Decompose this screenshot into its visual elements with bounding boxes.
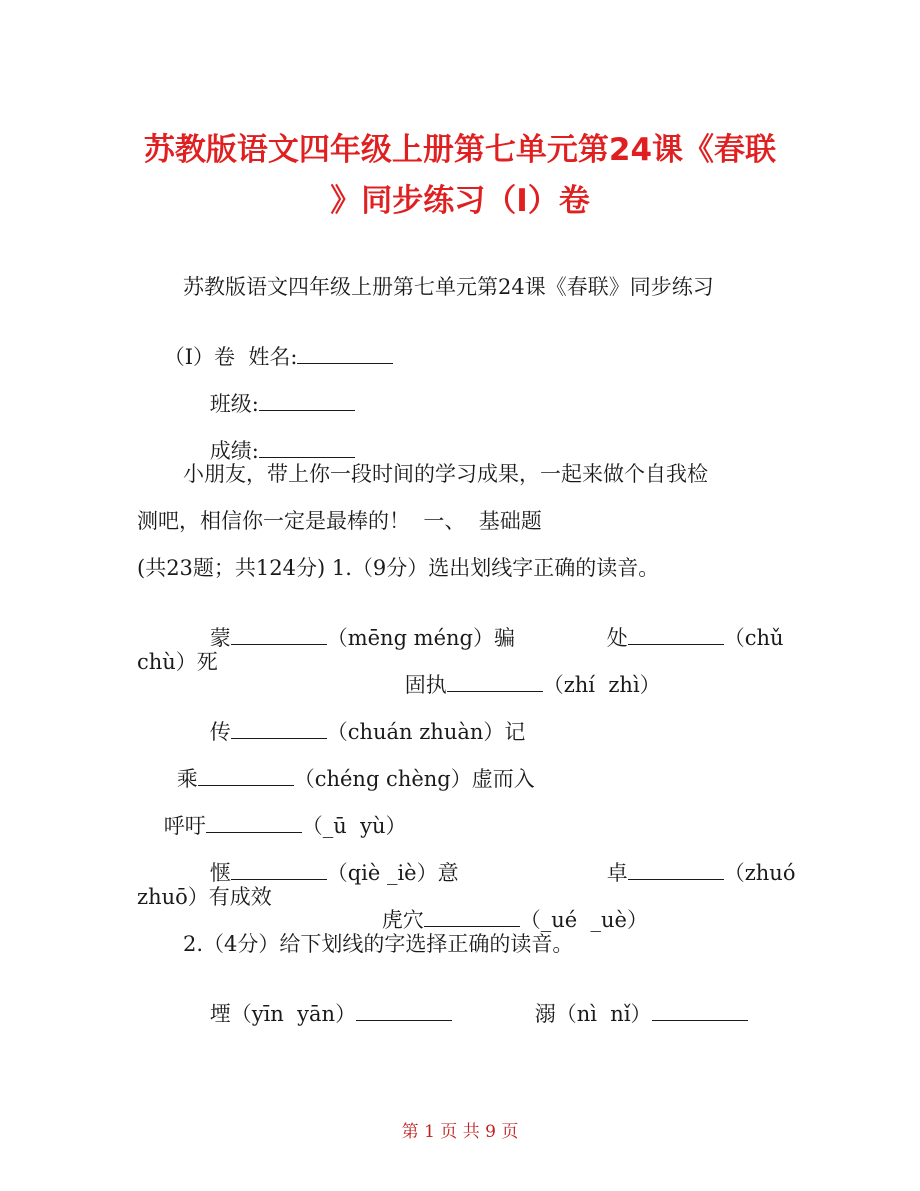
answer-blank: [447, 673, 543, 692]
q1-word-zhuo: 卓: [606, 861, 628, 885]
answer-blank: [231, 861, 327, 880]
answer-blank: [231, 720, 327, 739]
answer-blank: [356, 1002, 452, 1021]
q1-options-cheng: （chéng chèng）虚而入: [293, 767, 535, 791]
q2-word-ni: 溺（nì nǐ）: [534, 1002, 652, 1026]
q2-word-yin: 堙（yīn yān）: [209, 1002, 357, 1026]
q1-options-zhuo: （zhuó: [723, 861, 796, 885]
q2-row-1: [183, 981, 452, 1046]
q1-row-7: zhuō）有成效: [137, 885, 272, 909]
intro-line-1: 苏教版语文四年级上册第七单元第24课《春联》同步练习: [183, 275, 714, 299]
q1-options-chu: （chǔ: [723, 626, 784, 650]
answer-blank: [424, 908, 520, 927]
q1-word-qie: 惬: [209, 861, 231, 885]
answer-blank: [231, 626, 327, 645]
answer-blank: [652, 1002, 748, 1021]
q1-word-cheng: 乘: [176, 767, 198, 791]
answer-blank: [198, 767, 294, 786]
score-label: 成绩:: [209, 439, 259, 463]
answer-blank: [628, 861, 724, 880]
page-footer: 第 1 页 共 9 页: [401, 1122, 519, 1142]
q1-options-xue: （_ué _uè）: [519, 908, 648, 932]
q1-options-meng: （mēng méng）骗: [326, 626, 515, 650]
q2-heading: 2.（4分）给下划线的字选择正确的读音。: [183, 932, 574, 956]
answer-blank: [628, 626, 724, 645]
greeting-line-1: 小朋友，带上你一段时间的学习成果，一起来做个自我检: [183, 462, 708, 486]
q1-options-zhi: （zhí zhì）: [542, 673, 661, 697]
document-title-line-1: 苏教版语文四年级上册第七单元第24课《春联: [143, 132, 777, 168]
class-label: 班级:: [209, 392, 259, 416]
q1-word-chu: 处: [606, 626, 628, 650]
q1-options-zhuan: （chuán zhuàn）记: [326, 720, 526, 744]
section-heading: (共23题；共124分) 1.（9分）选出划线字正确的读音。: [137, 556, 660, 580]
class-blank: [259, 392, 355, 411]
greeting-line-2: 测吧，相信你一定是最棒的！ 一、 基础题: [137, 509, 542, 533]
document-title-line-2: 》同步练习（I）卷: [330, 183, 590, 219]
q1-options-yu: （_ū yù）: [301, 814, 407, 838]
q1-options-qie: （qiè _iè）意: [326, 861, 459, 885]
score-blank: [259, 439, 355, 458]
q1-word-huyu: 呼吁: [163, 814, 206, 838]
q1-row-2: chù）死: [137, 650, 218, 674]
name-blank: [297, 345, 393, 364]
q1-word-meng: 蒙: [209, 626, 231, 650]
q1-word-zhuan: 传: [209, 720, 231, 744]
q2-row-1-right: [508, 981, 748, 1046]
answer-blank: [206, 814, 302, 833]
q1-word-huxue: 虎穴: [381, 908, 424, 932]
q1-word-guzhi: 固执: [404, 673, 447, 697]
name-label: （I）卷 姓名:: [163, 345, 298, 369]
